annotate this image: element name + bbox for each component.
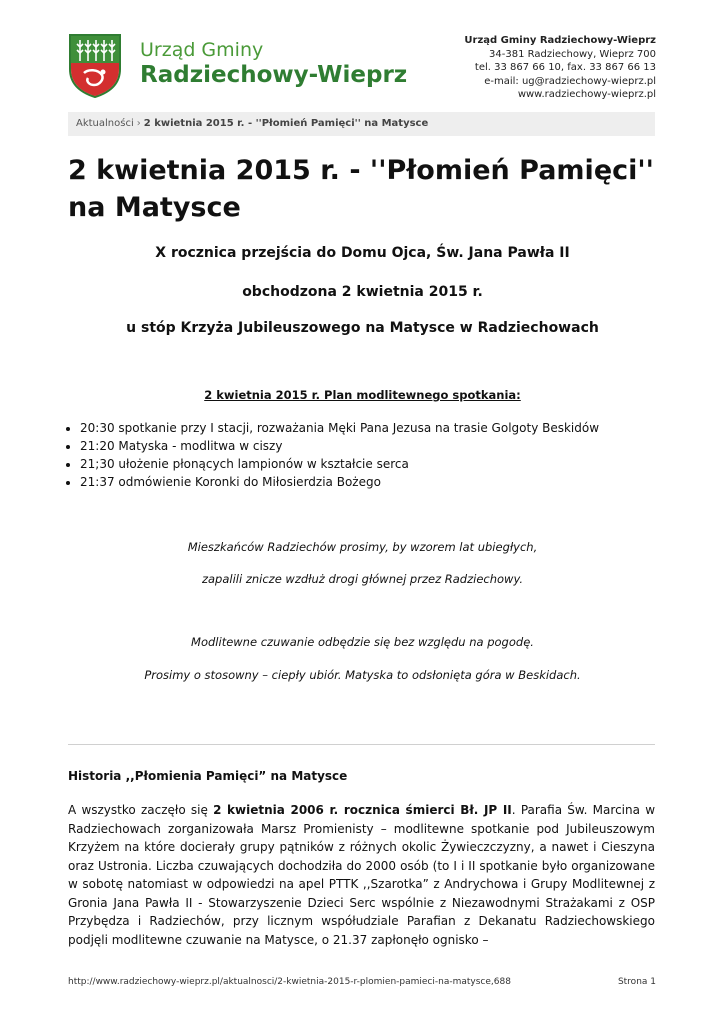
coat-of-arms-icon — [68, 33, 122, 99]
footer-url[interactable]: http://www.radziechowy-wieprz.pl/aktualnosci/2-kwietnia-2015-r-plomien-pamieci-na-matysce,688 — [68, 977, 511, 987]
list-item: • 21:37 odmówienie Koronki do Miłosierdzia Bożego — [80, 473, 599, 491]
municipality-logo[interactable] — [68, 33, 408, 101]
subtitle-2: obchodzona 2 kwietnia 2015 r. — [242, 284, 483, 300]
logo-text-line2: Radziechowy-Wieprz — [140, 62, 408, 88]
note-line-1: Mieszkańców Radziechów prosimy, by wzorem lat ubiegłych, — [187, 540, 538, 554]
contact-address: 34-381 Radziechowy, Wieprz 700 — [489, 48, 656, 60]
page-title: 2 kwietnia 2015 r. - ''Płomień Pamięci'' na Matysce — [68, 155, 654, 223]
plan-heading: 2 kwietnia 2015 r. Plan modlitewnego spotkania: — [204, 388, 521, 402]
plan-list — [68, 419, 599, 491]
list-item: • 21:20 Matyska - modlitwa w ciszy — [80, 437, 599, 455]
contact-website[interactable]: www.radziechowy-wieprz.pl — [517, 89, 656, 100]
logo-text-line1: Urząd Gminy — [140, 39, 264, 61]
note-line-2: zapalili znicze wzdłuż drogi głównej przez Radziechowy. — [201, 572, 524, 586]
contact-info — [464, 34, 656, 102]
subtitle-1: X rocznica przejścia do Domu Ojca, Św. Jana Pawła II — [155, 245, 570, 261]
contact-org-name: Urząd Gminy Radziechowy-Wieprz — [464, 35, 656, 46]
list-item: • 20:30 spotkanie przy I stacji, rozważania Męki Pana Jezusa na trasie Golgoty Beskidów — [80, 419, 599, 437]
breadcrumb — [68, 112, 655, 136]
footer-page-number: Strona 1 — [617, 977, 656, 987]
history-rest: . Parafia Św. Marcina w Radziechowach zorganizowała Marsz Promienisty – modlitewne spotkanie pod Jubileuszowym Krzyżem na które docierały grupy pątników z różnych okolic Żywieczczyzny, a nawet i Cieszyna oraz Ustronia. Liczba czuwających dochodziła do 2000 osób (to I i II spotkanie było organizowane w sobotę natomiast w odpowiedzi na apel PTTK ,,Szarotka” z Andrychowa i Grupy Modlitewnej z Gronia Jana Pawła II - Stowarzyszenie Dzieci Serc wspólnie z Niezawodnymi Strażakami z OSP Przybędza i Radziechów, przy licznym współudziale Parafian z Dekanatu Radziechowskiego podjęli modlitewne czuwanie na Matysce, o 21.37 zapłonęło ognisko – — [68, 803, 656, 947]
list-item: • 21;30 ułożenie płonących lampionów w kształcie serca — [80, 455, 599, 473]
breadcrumb-link-news[interactable]: Aktualności — [76, 118, 134, 129]
history-heading: Historia ,,Płomienia Pamięci” na Matysce — [68, 769, 348, 783]
history-paragraph — [68, 801, 655, 949]
contact-email[interactable]: e-mail: ug@radziechowy-wieprz.pl — [484, 75, 656, 87]
divider — [68, 744, 655, 745]
breadcrumb-current: 2 kwietnia 2015 r. - ''Płomień Pamięci'' na Matysce — [143, 118, 429, 129]
history-lead: A wszystko zaczęło się — [68, 803, 214, 817]
subtitle-3: u stóp Krzyża Jubileuszowego na Matysce w Radziechowach — [126, 320, 599, 336]
history-bold: 2 kwietnia 2006 r. rocznica śmierci Bł. JP II — [213, 803, 512, 817]
contact-phone: tel. 33 867 66 10, fax. 33 867 66 13 — [474, 62, 656, 73]
note-line-3: Modlitewne czuwanie odbędzie się bez względu na pogodę. — [191, 635, 534, 649]
note-line-4: Prosimy o stosowny – ciepły ubiór. Matyska to odsłonięta góra w Beskidach. — [144, 668, 581, 682]
breadcrumb-separator: › — [136, 118, 141, 129]
